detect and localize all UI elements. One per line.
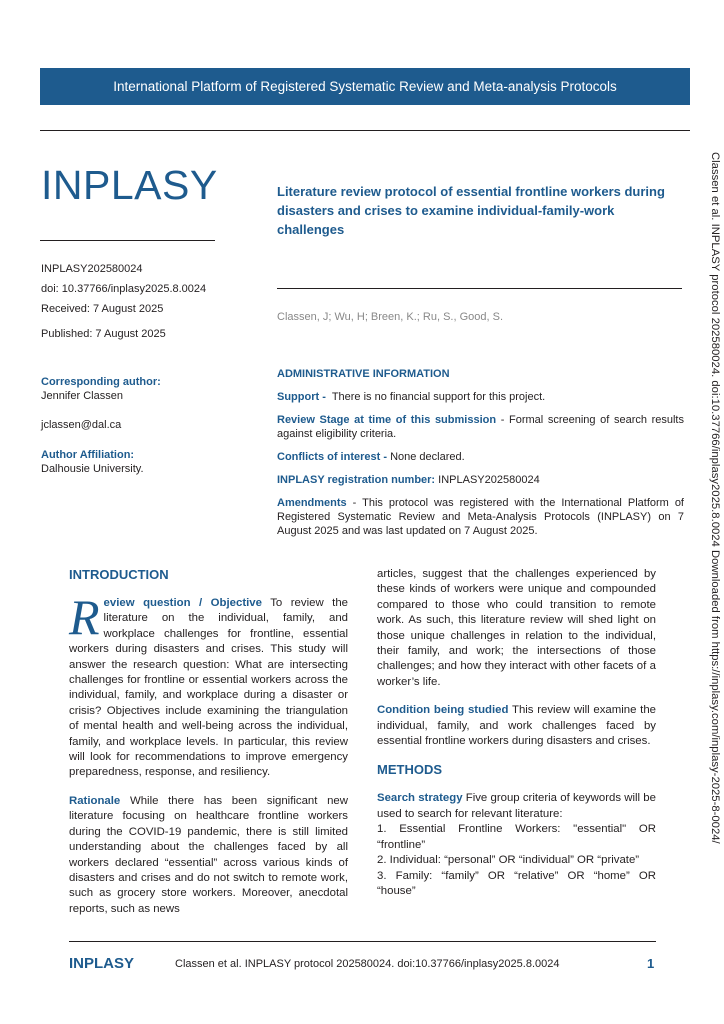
methods-heading: METHODS bbox=[377, 762, 442, 778]
condition-label: Condition being studied bbox=[377, 704, 509, 717]
corresponding-author-name: Jennifer Classen bbox=[41, 390, 123, 402]
keyword-criterion: 1. Essential Frontline Workers: "essential" OR “frontline” bbox=[377, 823, 656, 851]
affiliation-label: Author Affiliation: bbox=[41, 449, 135, 461]
amendments-label: Amendments bbox=[277, 497, 347, 509]
amendments-text: - This protocol was registered with the International Platform of Registered Systematic Review and Meta-Analysis Protocols (INPLASY) on 7 August 2025 and was last updated on 7 August 2025. bbox=[277, 497, 684, 537]
search-strategy-paragraph bbox=[377, 791, 656, 822]
logo-underline bbox=[40, 240, 215, 241]
rationale-text: While there has been significant new literature focusing on healthcare frontline workers during the COVID-19 pandemic, there is still limited understanding about the challenges faced by all workers declared “essential” across various kinds of disasters and crises and do not switch to remote work, such as grocery store workers. Moreover, anecdotal reports, such as news bbox=[69, 794, 348, 915]
published-date: Published: 7 August 2025 bbox=[41, 328, 166, 340]
body-column-right bbox=[377, 567, 656, 899]
rationale-paragraph bbox=[69, 794, 348, 917]
condition-text: This review will examine the individual, family, and work challenges faced by essential frontline workers during disasters and crises. bbox=[377, 704, 657, 748]
keyword-criterion: 3. Family: “family” OR “relative” OR “home” OR “house” bbox=[377, 869, 656, 897]
conflicts-label: Conflicts of interest - bbox=[277, 451, 388, 463]
review-stage-text: - Formal screening of search results against eligibility criteria. bbox=[277, 414, 684, 440]
review-stage-statement bbox=[277, 413, 684, 441]
header-divider bbox=[40, 130, 690, 131]
support-text: There is no financial support for this project. bbox=[331, 391, 546, 403]
admin-heading: ADMINISTRATIVE INFORMATION bbox=[277, 368, 450, 380]
header-banner: International Platform of Registered Systematic Review and Meta-analysis Protocols bbox=[40, 68, 690, 105]
registration-number-statement bbox=[277, 473, 684, 487]
paper-title: Literature review protocol of essential frontline workers during disasters and crises to examine individual-family-work challenges bbox=[277, 184, 665, 237]
body-column-left bbox=[69, 567, 348, 930]
introduction-heading: INTRODUCTION bbox=[69, 567, 169, 582]
inplasy-logo: INPLASY bbox=[41, 162, 218, 208]
search-strategy-label: Search strategy bbox=[377, 792, 463, 805]
administrative-information bbox=[277, 367, 684, 547]
rationale-continued: articles, suggest that the challenges experienced by these kinds of workers were unique and compounded compared to those who could transition to remote work. As such, this literature review will shed light on those unique challenges in relation to the individual, their family, and work; the intersections of those challenges; and how they interact with other facets of a worker’s life. bbox=[377, 568, 656, 688]
side-download-note: Classen et al. INPLASY protocol 202580024. doi:10.37766/inplasy2025.8.0024 Downloaded from https://inplasy.com/inplasy-2025-8-0024/ bbox=[709, 152, 721, 844]
review-question-text: To review the literature on the individual, family, and workplace challenges for frontline, essential workers during disasters and crises. This study will answer the research question: What are intersecting challenges for frontline or essential workers across the individual, family, and workplace during a disaster or crisis? Objectives include examining the triangulation of mental health and well-being across the individual, family, and workplace levels. In particular, this review will look for recommendations to improve emergency preparedness, response, and resiliency. bbox=[69, 597, 348, 779]
review-question-paragraph bbox=[69, 589, 348, 781]
registration-number-label: INPLASY registration number: bbox=[277, 474, 436, 486]
support-statement bbox=[277, 390, 684, 404]
registration-id: INPLASY202580024 bbox=[41, 263, 143, 275]
affiliation-value: Dalhousie University. bbox=[41, 463, 144, 475]
review-stage-label: Review Stage at time of this submission bbox=[277, 414, 497, 426]
page-number: 1 bbox=[647, 956, 655, 971]
corresponding-author-label: Corresponding author: bbox=[41, 376, 161, 388]
search-strategy-text: Five group criteria of keywords will be used to search for relevant literature: bbox=[377, 792, 656, 820]
footer-citation: Classen et al. INPLASY protocol 202580024. doi:10.37766/inplasy2025.8.0024 bbox=[175, 958, 560, 970]
doi-text: doi: 10.37766/inplasy2025.8.0024 bbox=[41, 283, 207, 295]
amendments-statement bbox=[277, 496, 684, 538]
drop-cap: R bbox=[69, 589, 100, 645]
review-question-label: eview question / Objective bbox=[103, 597, 262, 609]
title-divider bbox=[277, 288, 682, 289]
rationale-label: Rationale bbox=[69, 794, 121, 807]
condition-paragraph bbox=[377, 703, 656, 749]
conflicts-statement bbox=[277, 450, 684, 464]
conflicts-text: None declared. bbox=[387, 451, 465, 463]
received-date: Received: 7 August 2025 bbox=[41, 303, 164, 315]
footer-divider bbox=[69, 941, 656, 942]
registration-number-text: INPLASY202580024 bbox=[435, 474, 540, 486]
keyword-criterion: 2. Individual: “personal” OR “individual” OR “private” bbox=[377, 854, 640, 867]
corresponding-author-email: jclassen@dal.ca bbox=[41, 419, 122, 431]
author-list: Classen, J; Wu, H; Breen, K.; Ru, S., Good, S. bbox=[277, 311, 503, 323]
support-label: Support - bbox=[277, 391, 326, 403]
footer-logo: INPLASY bbox=[69, 955, 135, 972]
